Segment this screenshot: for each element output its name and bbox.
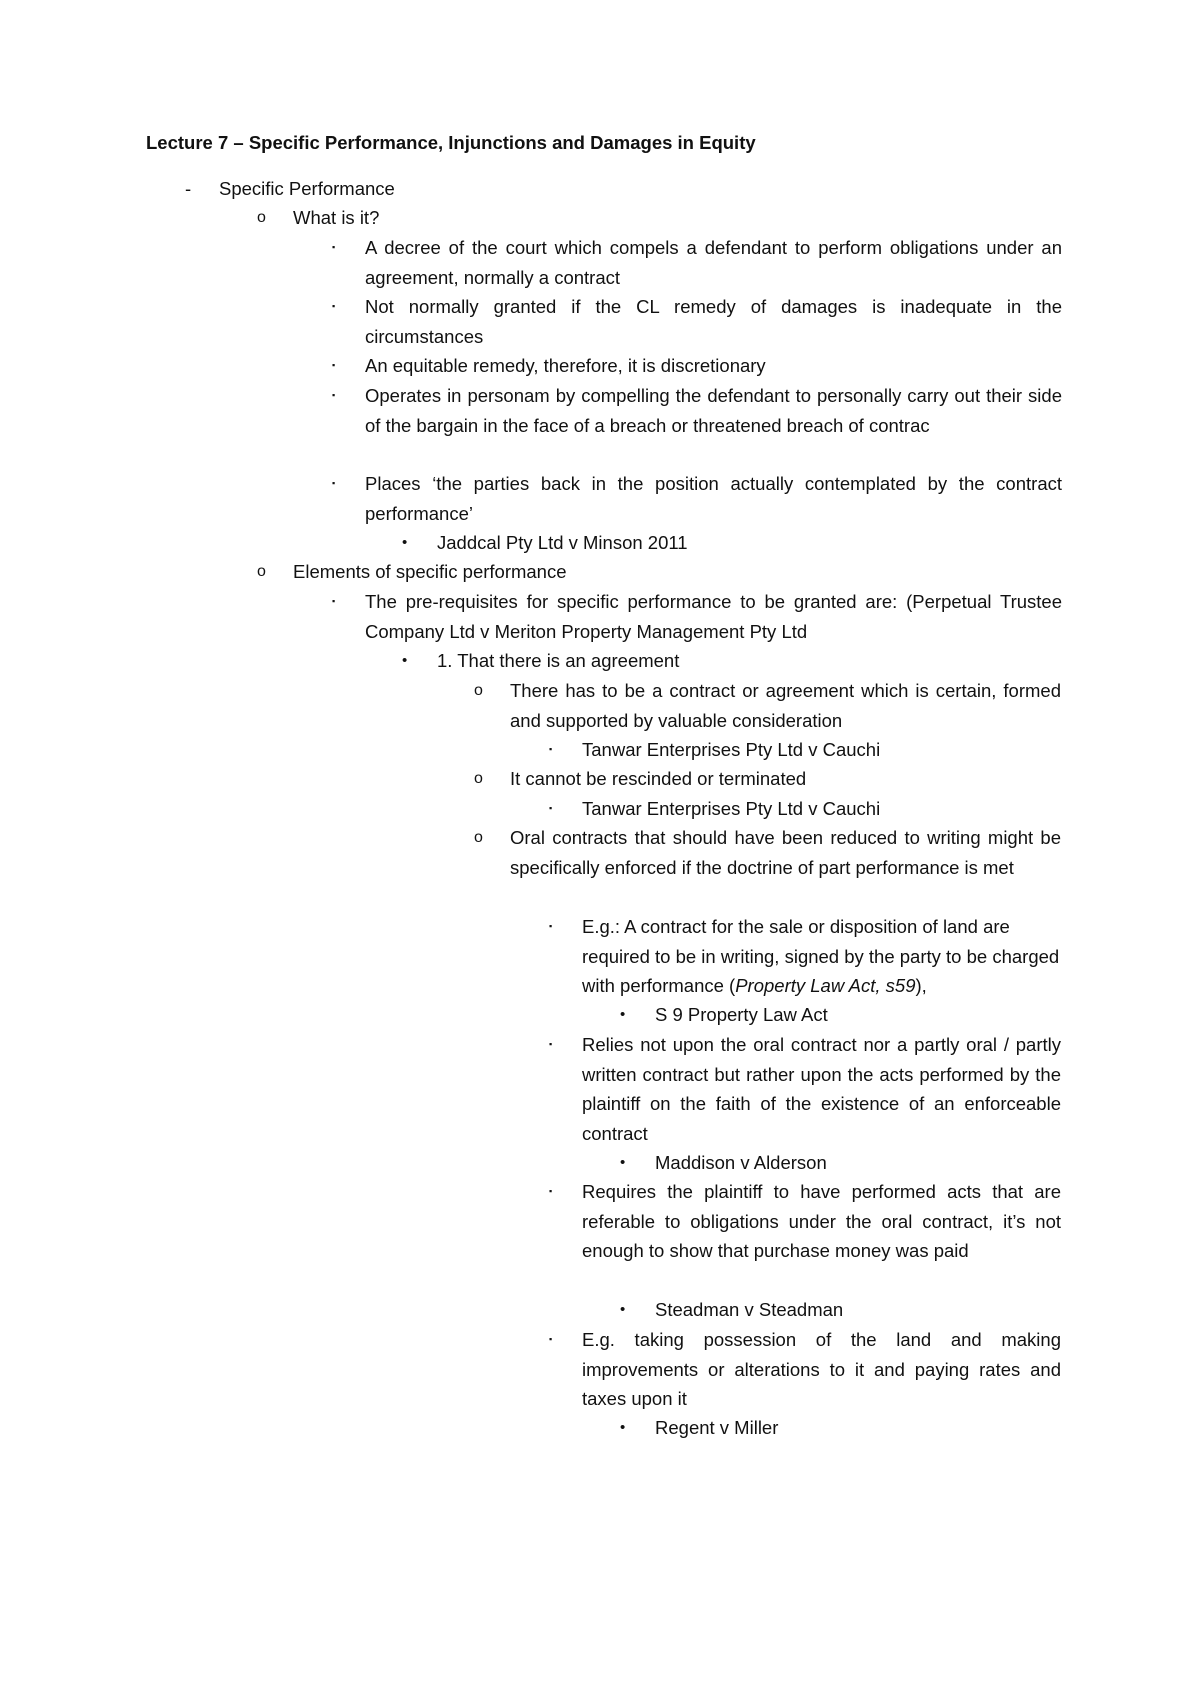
circle-bullet-icon: o xyxy=(474,682,483,699)
list-item-in-personam: ▪ Operates in personam by compelling the defendant to personally carry out their side of the bargain in the face of a breach or threatened breach of contrac xyxy=(365,381,1062,440)
square-bullet-icon: ▪ xyxy=(549,1039,553,1049)
list-item-oral-contracts: o Oral contracts that should have been reduced to writing might be specifically enforced if the doctrine of part performance is met xyxy=(510,823,1061,882)
square-bullet-icon: ▪ xyxy=(332,478,336,488)
list-item-s9: • S 9 Property Law Act xyxy=(655,1000,1055,1030)
list-item-case-regent: • Regent v Miller xyxy=(655,1413,1055,1443)
dash-bullet-icon: - xyxy=(185,178,192,199)
square-bullet-icon: ▪ xyxy=(549,744,553,754)
list-item-rescinded: o It cannot be rescinded or terminated xyxy=(510,764,1061,794)
circle-bullet-icon: o xyxy=(257,563,266,580)
list-item-equitable: ▪ An equitable remedy, therefore, it is discretionary xyxy=(365,351,1062,381)
list-item-places: ▪ Places ‘the parties back in the position actually contemplated by the contract performance’ xyxy=(365,469,1062,528)
dot-bullet-icon: • xyxy=(620,1006,626,1023)
list-item-case-steadman: • Steadman v Steadman xyxy=(655,1295,1055,1325)
square-bullet-icon: ▪ xyxy=(332,301,336,311)
dot-bullet-icon: • xyxy=(620,1154,626,1171)
circle-bullet-icon: o xyxy=(474,829,483,846)
square-bullet-icon: ▪ xyxy=(549,1186,553,1196)
list-item-decree: ▪ A decree of the court which compels a defendant to perform obligations under an agreement, normally a contract xyxy=(365,233,1062,292)
list-item-requires: ▪ Requires the plaintiff to have performed acts that are referable to obligations under the oral contract, it’s not enough to show that purchase money was paid xyxy=(582,1177,1061,1266)
list-item-case-jaddcal: • Jaddcal Pty Ltd v Minson 2011 xyxy=(437,528,1057,558)
dot-bullet-icon: • xyxy=(620,1301,626,1318)
list-item-relies: ▪ Relies not upon the oral contract nor a partly oral / partly written contract but rather upon the acts performed by the plaintiff on the faith of the existence of an enforceable contract xyxy=(582,1030,1061,1148)
list-item-prerequisites: ▪ The pre-requisites for specific performance to be granted are: (Perpetual Trustee Company Ltd v Meriton Property Management Pty Ltd xyxy=(365,587,1062,646)
square-bullet-icon: ▪ xyxy=(549,1334,553,1344)
statute-citation: Property Law Act, s59 xyxy=(735,975,916,996)
eg-sale-text: E.g.: A contract for the sale or disposition of land are required to be in writing, signed by the party to be charged with performance (Property Law Act, s59), xyxy=(582,916,1060,996)
circle-bullet-icon: o xyxy=(257,209,266,226)
square-bullet-icon: ▪ xyxy=(332,242,336,252)
dot-bullet-icon: • xyxy=(402,652,408,669)
list-item-agreement: • 1. That there is an agreement xyxy=(437,646,1057,676)
list-item-elements: o Elements of specific performance xyxy=(293,557,1013,587)
square-bullet-icon: ▪ xyxy=(332,360,336,370)
list-item-possession: ▪ E.g. taking possession of the land and making improvements or alterations to it and paying rates and taxes upon it xyxy=(582,1325,1061,1414)
lecture-title: Lecture 7 – Specific Performance, Injunctions and Damages in Equity xyxy=(146,132,756,153)
list-item-what-is-it: o What is it? xyxy=(293,203,1013,233)
list-item-eg-sale xyxy=(549,912,1061,1001)
square-bullet-icon: ▪ xyxy=(549,921,553,931)
list-item-specific-performance: - Specific Performance xyxy=(219,174,1019,204)
list-item-certain: o There has to be a contract or agreement which is certain, formed and supported by valuable consideration xyxy=(510,676,1061,735)
square-bullet-icon: ▪ xyxy=(549,803,553,813)
list-item-not-normally: ▪ Not normally granted if the CL remedy of damages is inadequate in the circumstances xyxy=(365,292,1062,351)
square-bullet-icon: ▪ xyxy=(332,390,336,400)
square-bullet-icon: ▪ xyxy=(332,596,336,606)
list-item-case-tanwar: ▪ Tanwar Enterprises Pty Ltd v Cauchi xyxy=(582,794,1061,824)
dot-bullet-icon: • xyxy=(620,1419,626,1436)
circle-bullet-icon: o xyxy=(474,770,483,787)
list-item-case-tanwar: ▪ Tanwar Enterprises Pty Ltd v Cauchi xyxy=(582,735,1061,765)
list-item-case-maddison: • Maddison v Alderson xyxy=(655,1148,1055,1178)
dot-bullet-icon: • xyxy=(402,534,408,551)
